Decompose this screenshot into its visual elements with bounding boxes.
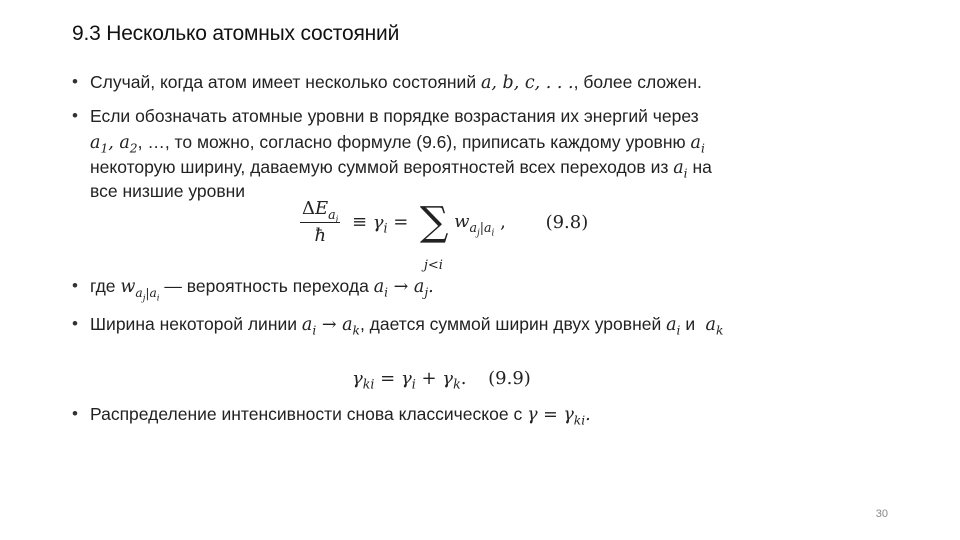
bullet-1-text-a: Случай, когда атом имеет несколько состояний	[90, 72, 481, 92]
bullet-2-line-4: все низшие уровни	[90, 181, 246, 201]
bullet-marker: •	[72, 106, 78, 125]
bullet-1	[90, 70, 702, 95]
equation-9-9-label: (9.9)	[488, 368, 531, 389]
bullet-2-line-1: Если обозначать атомные уровни в порядке возрастания их энергий через	[90, 106, 699, 126]
equation-9-8-label: (9.8)	[545, 211, 589, 233]
bullet-marker: •	[72, 404, 78, 423]
sum-sign: ∑ j<i	[419, 199, 449, 274]
math-ak: $a_k$	[699, 315, 724, 338]
math-ai-to-aj: $a_i \to a_j$.	[373, 277, 434, 300]
bullet-4-text-c: и	[680, 314, 700, 334]
bullet-3	[90, 274, 434, 303]
bullet-marker: •	[72, 276, 78, 295]
math-ai: $a_i$	[690, 133, 705, 156]
math-w-aj-ai: $w_{a_j|a_i}$	[120, 277, 160, 303]
equation-9-8: $\frac{\Delta E_{a_i}}{ħ}$ ≡ $\gamma_i$ = ∑ j<i $w_{a_j|a_i}$ , (9.8)	[302, 198, 589, 274]
math-ai-to-ak: $a_i \to a_k$	[301, 315, 360, 338]
bullet-2-line-3-text-a: некоторую ширину, даваемую суммой вероятностей всех переходов из	[90, 157, 674, 177]
bullet-2-line-2	[90, 130, 705, 155]
bullet-5	[90, 402, 591, 427]
bullet-1-math: a, b, c, . . .	[480, 73, 574, 93]
bullet-marker: •	[72, 314, 78, 333]
math-gamma-eq: $\gamma = \gamma_{ki}$.	[527, 405, 591, 428]
math-ai: $a_i$	[666, 315, 681, 338]
bullet-2-line-3-text-b: на	[687, 157, 712, 177]
bullet-2-line-3	[90, 155, 712, 180]
slide-title: 9.3 Несколько атомных состояний	[72, 22, 400, 45]
bullet-1-text-b: , более сложен.	[573, 72, 702, 92]
bullet-4-text-a: Ширина некоторой линии	[90, 314, 302, 334]
bullet-marker: •	[72, 72, 78, 91]
page-number: 30	[875, 508, 888, 520]
bullet-4-text-b: , дается суммой ширин двух уровней	[359, 314, 667, 334]
fraction-delta-e: $\frac{\Delta E_{a_i}}{ħ}$	[302, 198, 339, 247]
bullet-3-text-a: где	[90, 276, 121, 296]
bullet-2-line-2-text: , …, то можно, согласно формуле (9.6), приписать каждому уровню	[137, 132, 691, 152]
bullet-4	[90, 312, 723, 337]
equation-9-9: $\gamma_{ki} = \gamma_i + \gamma_k$. (9.9)	[352, 368, 531, 392]
bullet-3-text-b: — вероятность перехода	[159, 276, 374, 296]
bullet-5-text: Распределение интенсивности снова классическое с	[90, 404, 528, 424]
math-ai: $a_i$	[673, 158, 688, 181]
math-a1-a2: $a_1$, $a_2$	[90, 133, 138, 156]
